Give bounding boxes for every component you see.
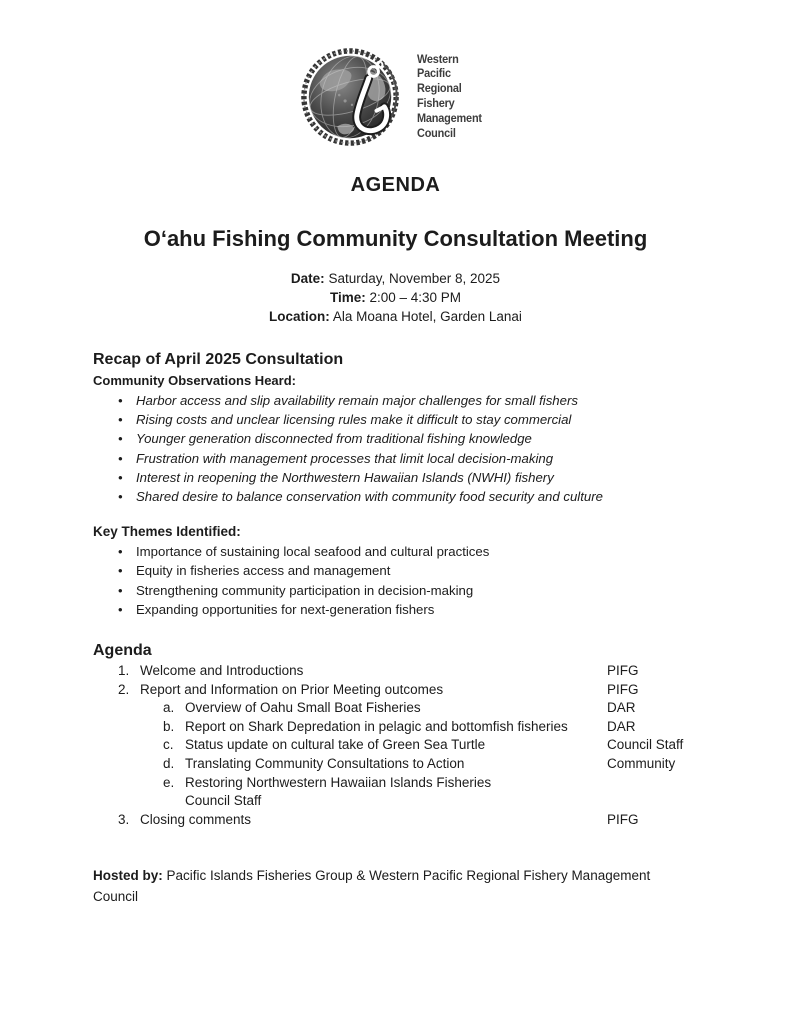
owner-label: PIFG (607, 811, 639, 827)
hosted-by-value: Pacific Islands Fisheries Group & Western Pacific Regional Fishery Management Council (93, 868, 651, 905)
org-name (417, 53, 485, 142)
agenda-section-heading: Agenda (93, 642, 152, 660)
org-name-line: Pacific (417, 68, 452, 81)
owner-label: PIFG (607, 681, 639, 697)
observations-subheading: Community Observations Heard: (93, 373, 296, 388)
org-name-line: Regional (417, 83, 462, 96)
meta-time (93, 288, 698, 307)
owner-label: Community (607, 756, 676, 771)
agenda-list (93, 662, 698, 829)
meta-location (93, 307, 698, 326)
meeting-meta (93, 269, 698, 326)
agenda-item: 2. Report and Information on Prior Meeting outcomes PIFG (118, 681, 698, 700)
globe-fishhook-logo-icon (295, 46, 407, 148)
list-item: • Shared desire to balance conservation with community food security and culture (118, 487, 698, 506)
list-item: • Expanding opportunities for next-generation fishers (118, 600, 698, 619)
list-item: • Frustration with management processes that limit local decision-making (118, 449, 698, 468)
location-value: Ala Moana Hotel, Garden Lanai (332, 309, 522, 324)
agenda-sub-item-continuation: Council Staff (185, 793, 262, 809)
date-label: Date: (290, 271, 325, 286)
agenda-sub-item: a. Overview of Oahu Small Boat Fisheries DAR (163, 699, 698, 718)
hosted-by-label: Hosted by: (93, 868, 163, 884)
location-label: Location: (269, 309, 330, 324)
list-item: • Strengthening community participation in decision-making (118, 581, 698, 600)
agenda-item: 3. Closing comments PIFG (118, 811, 698, 830)
meta-date (93, 269, 698, 288)
agenda-sub-item: c. Status update on cultural take of Green Sea Turtle Council Staff (163, 736, 698, 755)
org-name-line: Management (417, 112, 483, 125)
org-name-line: Fishery (417, 98, 455, 110)
list-item: • Harbor access and slip availability remain major challenges for small fishers (118, 391, 698, 410)
agenda-sub-item: d. Translating Community Consultations to Action Community (163, 755, 698, 774)
list-item: • Equity in fisheries access and management (118, 561, 698, 580)
owner-label: DAR (607, 700, 636, 716)
owner-label: DAR (607, 718, 636, 734)
org-logo (83, 46, 698, 148)
time-value: 2:00 – 4:30 PM (369, 290, 462, 305)
agenda-sub-item: b. Report on Shark Depredation in pelagic and bottomfish fisheries DAR (163, 718, 698, 737)
owner-label (607, 774, 698, 793)
list-item: • Younger generation disconnected from traditional fishing knowledge (118, 429, 698, 448)
org-name-line: Council (417, 127, 457, 140)
list-item: • Interest in reopening the Northwestern Hawaiian Islands (NWHI) fishery (118, 468, 698, 487)
list-item: • Rising costs and unclear licensing rules make it difficult to stay commercial (118, 410, 698, 429)
owner-label: Council Staff (607, 737, 684, 753)
owner-label: PIFG (607, 663, 639, 679)
agenda-sub-item: e. Restoring Northwestern Hawaiian Islands Fisheries (163, 774, 698, 793)
hosted-by (93, 865, 693, 907)
key-themes-list (118, 542, 698, 619)
recap-section-heading: Recap of April 2025 Consultation (93, 351, 344, 368)
org-name-line: Western (417, 53, 459, 66)
observations-list (118, 391, 698, 506)
document-title: AGENDA (350, 174, 441, 196)
time-label: Time: (329, 290, 366, 305)
key-themes-heading: Key Themes Identified: (93, 524, 241, 540)
meeting-title: Oʻahu Fishing Community Consultation Meeting (143, 226, 648, 251)
agenda-item: 1. Welcome and Introductions PIFG (118, 662, 698, 681)
list-item: • Importance of sustaining local seafood and cultural practices (118, 542, 698, 561)
date-value: Saturday, November 8, 2025 (328, 271, 501, 286)
